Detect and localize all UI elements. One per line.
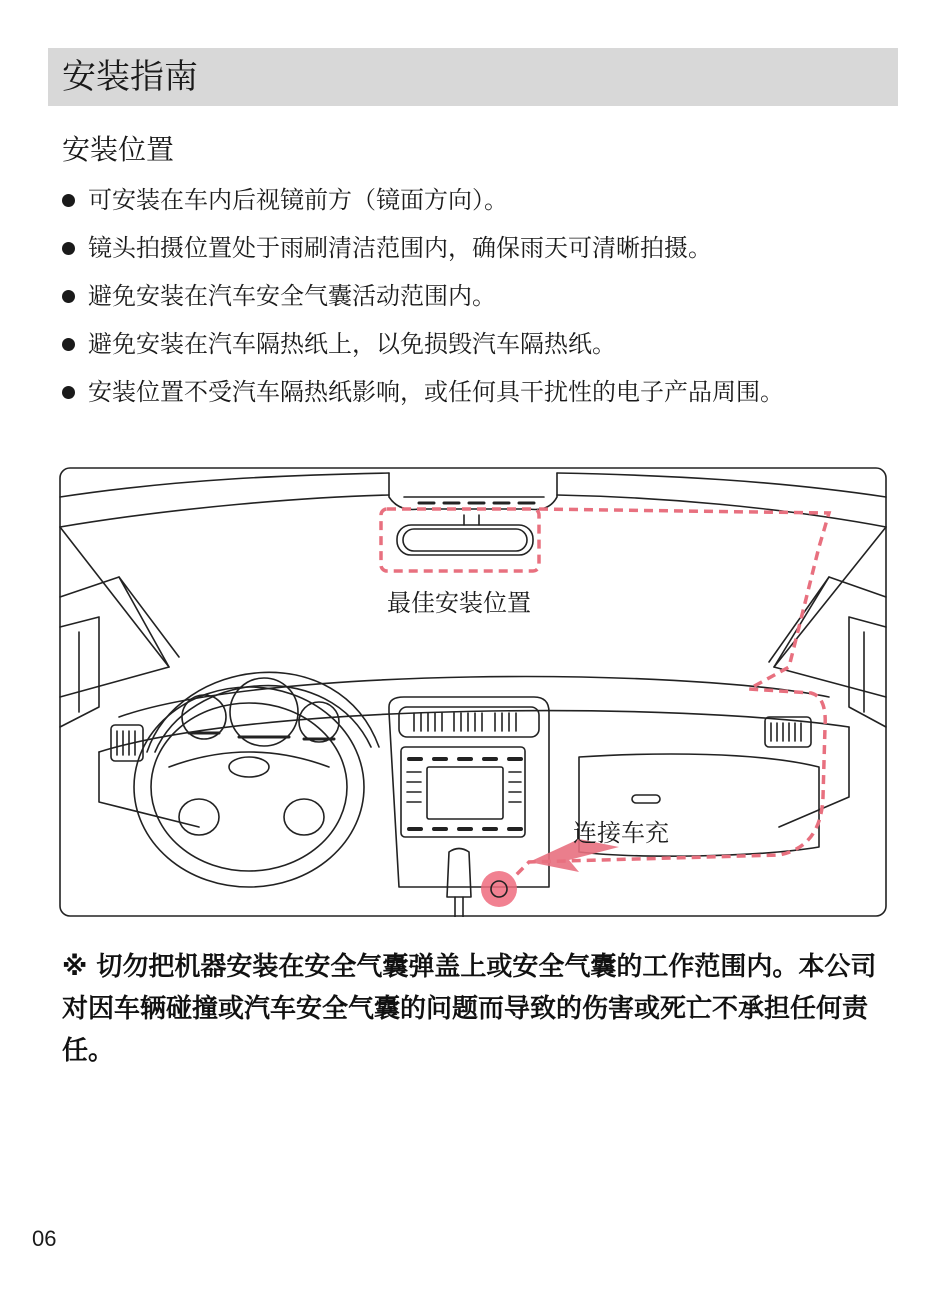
list-item-text: 可安装在车内后视镜前方（镜面方向）。 [88, 186, 508, 214]
bullet-list [62, 176, 892, 416]
headliner-line [60, 495, 886, 527]
left-air-vent [111, 725, 143, 761]
bullet-icon [62, 290, 75, 303]
cable-route [514, 509, 829, 877]
list-item-text: 镜头拍摄位置处于雨刷清洁范围内，确保雨天可清晰拍摄。 [88, 234, 712, 262]
car-interior-illustration [59, 467, 887, 917]
bullet-icon [62, 242, 75, 255]
bullet-icon [62, 386, 75, 399]
section-title: 安装位置 [62, 133, 175, 166]
right-a-pillar [774, 577, 886, 697]
header-bar [48, 48, 898, 106]
list-item [62, 176, 892, 224]
list-item-text: 避免安装在汽车安全气囊活动范围内。 [88, 282, 496, 310]
installation-diagram [59, 467, 887, 917]
list-item [62, 272, 892, 320]
page-title: 安装指南 [62, 57, 198, 97]
car-charger-label: 连接车充 [573, 819, 669, 847]
gear-shift [447, 849, 471, 898]
best-position-highlight [381, 509, 539, 571]
head-unit-screen [427, 767, 503, 819]
list-item [62, 368, 892, 416]
warning-text: ※ 切勿把机器安装在安全气囊弹盖上或安全气囊的工作范围内。本公司对因车辆碰撞或汽车安全气囊的问题而导致的伤害或死亡不承担任何责任。 [62, 952, 877, 1066]
list-item-text: 安装位置不受汽车隔热纸影响，或任何具干扰性的电子产品周围。 [88, 378, 784, 406]
best-position-label: 最佳安装位置 [387, 589, 531, 617]
car-charger-socket [481, 871, 517, 907]
list-item [62, 320, 892, 368]
left-a-pillar [60, 577, 169, 697]
list-item [62, 224, 892, 272]
list-item-text: 避免安装在汽车隔热纸上，以免损毁汽车隔热纸。 [88, 330, 616, 358]
bullet-icon [62, 338, 75, 351]
roof-line [60, 473, 886, 497]
page-number: 06 [32, 1226, 57, 1251]
bullet-icon [62, 194, 75, 207]
glovebox-handle [632, 795, 660, 803]
